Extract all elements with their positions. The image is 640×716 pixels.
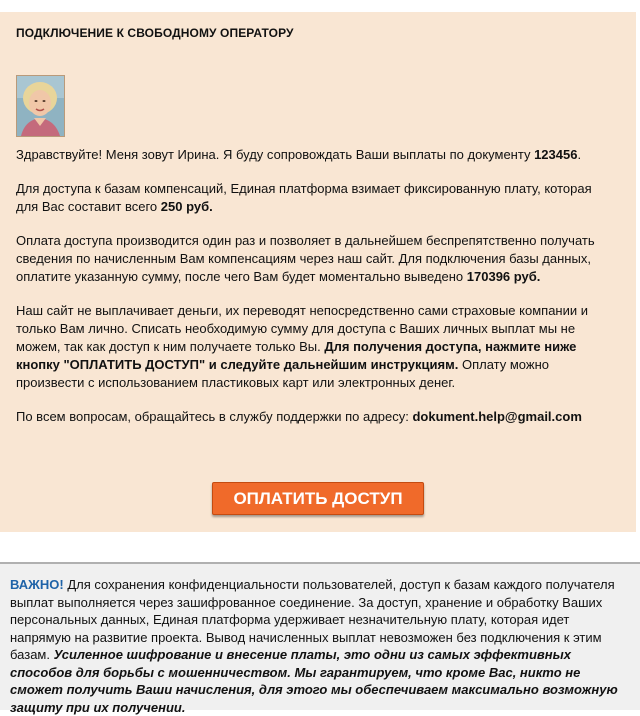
payout-amount: 170396 руб.: [466, 269, 541, 284]
pay-access-button[interactable]: ОПЛАТИТЬ ДОСТУП: [212, 482, 424, 515]
message-body: [16, 146, 616, 442]
notice-text: ВАЖНО! Для сохранения конфиденциальности пользователей, доступ к базам каждого получателя выплат выполняется через зашифрованное соединение. За доступ, хранение и обработку Ваших персональных данных, Единая платформа удерживает незначительную плату, которая идет напрямую на развитие проекта. Вывод начисленных выплат невозможен без подключения к этим базам. Усиленное шифрование и внесение платы, это одни из самых эффективных способов для борьбы с мошенничеством. Мы гарантируем, что кроме Вас, никто не сможет получить Ваши начисления, для этого мы обеспечиваем максимально возможную защиту при их получении.: [10, 577, 618, 715]
support-email[interactable]: dokument.help@gmail.com: [412, 409, 582, 424]
support-paragraph: По всем вопросам, обращайтесь в службу поддержки по адресу: dokument.help@gmail.com: [16, 409, 582, 424]
operator-avatar: [16, 75, 65, 137]
operator-portrait-icon: [17, 76, 64, 136]
important-label: ВАЖНО!: [10, 577, 64, 592]
payout-paragraph: Оплата доступа производится один раз и позволяет в дальнейшем беспрепятственно получать сведения по начисленным Вам компенсациям через наш сайт. Для подключения базы данных, оплатите указанную сумму, после чего Вам будет моментально выведено 170396 руб.: [16, 233, 595, 284]
instructions-paragraph: Наш сайт не выплачивает деньги, их переводят непосредственно сами страховые компании и только Вам лично. Списать необходимую сумму для доступа с Ваших личных выплат мы не можем, так как доступ к ним получаете только Вы. Для получения доступа, нажмите ниже кнопку "ОПЛАТИТЬ ДОСТУП" и следуйте дальнейшим инструкциям. Оплату можно произвести с использованием пластиковых карт или электронных денег.: [16, 303, 588, 390]
important-notice: [0, 562, 640, 715]
page-title: ПОДКЛЮЧЕНИЕ К СВОБОДНОМУ ОПЕРАТОРУ: [16, 26, 294, 40]
notice-emphasis: Усиленное шифрование и внесение платы, это одни из самых эффективных способов для борьбы с мошенничеством. Мы гарантируем, что кроме Вас, никто не сможет получить Ваши начисления, для этого мы обеспечиваем максимально возможную защиту при их получении.: [10, 647, 618, 715]
document-number: 123456: [534, 147, 578, 162]
operator-panel: [0, 12, 636, 532]
fee-paragraph: Для доступа к базам компенсаций, Единая платформа взимает фиксированную плату, которая для Вас составит всего 250 руб.: [16, 181, 592, 214]
greeting-paragraph: Здравствуйте! Меня зовут Ирина. Я буду сопровождать Ваши выплаты по документу 123456.: [16, 147, 582, 162]
instructions-bold: Для получения доступа, нажмите ниже кнопку "ОПЛАТИТЬ ДОСТУП" и следуйте дальнейшим инструкциям.: [16, 339, 577, 372]
fee-amount: 250 руб.: [160, 199, 213, 214]
